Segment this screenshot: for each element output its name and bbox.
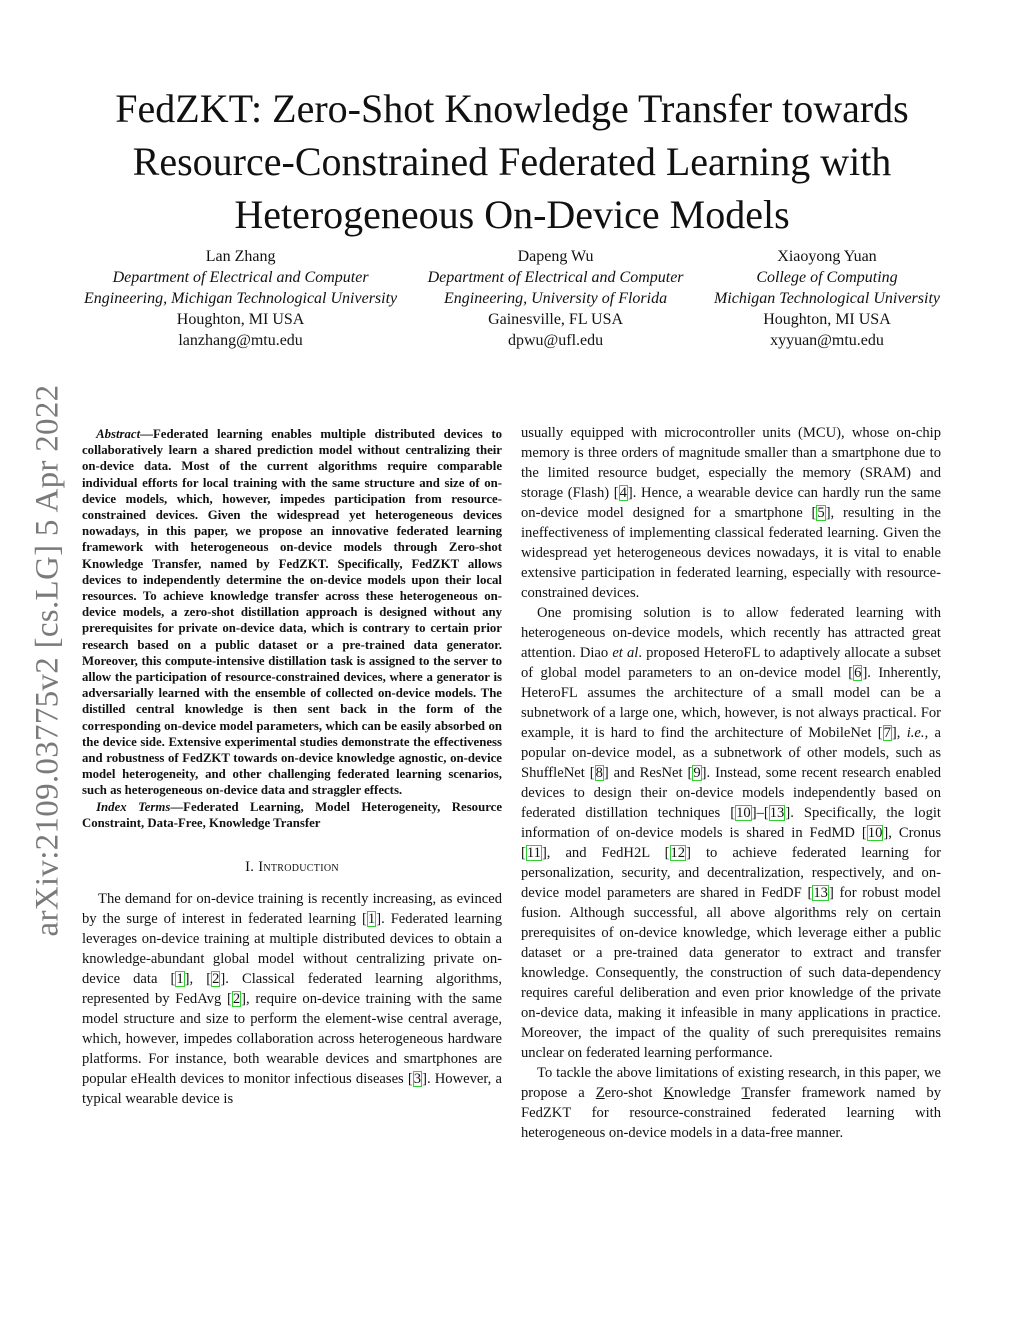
text-run: ]. Inherently, HeteroFL assumes the architecture of a small model can be a subnetwork of a large one, which, however, is not always practical. For example, it is hard to find the architecture of MobileNet [ — [521, 665, 941, 741]
title-line-1: FedZKT: Zero-Shot Knowledge Transfer towards — [115, 86, 909, 131]
author-department: Department of Electrical and Computer — [112, 269, 369, 286]
author-2 — [428, 246, 684, 351]
body-paragraph — [521, 423, 941, 603]
author-affiliation: Michigan Technological University — [713, 290, 940, 307]
author-location: Houghton, MI USA — [176, 311, 305, 328]
citation-link[interactable]: 5 — [817, 505, 825, 521]
text-run: , a popular on-device model, as a subnetwork of other models, such as ShuffleNet [ — [521, 725, 941, 781]
citation-link[interactable]: 6 — [854, 665, 862, 681]
author-email: lanzhang@mtu.edu — [178, 332, 303, 349]
citation-link[interactable]: 13 — [769, 805, 785, 821]
paper-title — [80, 82, 944, 241]
text-run: usually equipped with microcontroller units (MCU), whose on-chip memory is three orders of magnitude smaller than a smartphone due to the limited resource budget, especially the memory (SRAM) and storage (Flash) [ — [521, 425, 941, 501]
underlined-letter: Z — [595, 1085, 605, 1101]
title-line-3: Heterogeneous On-Device Models — [234, 192, 790, 237]
left-column — [82, 426, 502, 1109]
citation-link[interactable]: 2 — [212, 971, 220, 988]
text-run: ]. Instead, some recent research enabled devices to design their on-device models independently based on federated distillation techniques [ — [521, 765, 941, 821]
intro-paragraph — [82, 889, 502, 1109]
citation-link[interactable]: 10 — [867, 825, 883, 841]
text-run: ] for robust model fusion. Although successful, all above algorithms rely on certain prerequisites of on-device knowledge, which leverage either a public dataset or a pre-trained data generator to extract and transfer knowledge. Consequently, the construction of such data-dependency requires careful deliberation and even prior knowledge of the private on-device data, making it infeasible in many applications in practice. Moreover, the impact of the quality of such prerequisites remains unclear on federated learning performance. — [521, 885, 941, 1061]
author-location: Gainesville, FL USA — [488, 311, 624, 328]
author-department: Department of Electrical and Computer — [427, 269, 684, 286]
text-run: ], — [891, 725, 907, 741]
author-email: xyyuan@mtu.edu — [770, 332, 884, 349]
author-affiliation: Engineering, University of Florida — [444, 290, 668, 307]
text-run: ]. Classical federated learning algorithms, represented by FedAvg [ — [82, 971, 502, 1008]
citation-link[interactable]: 2 — [232, 991, 241, 1008]
author-location: Houghton, MI USA — [763, 311, 891, 328]
section-number: I. — [245, 859, 259, 876]
index-terms-text: —Federated Learning, Model Heterogeneity, Resource Constraint, Data-Free, Knowledge Transfer — [82, 799, 503, 830]
text-run: The demand for on-device training is recently increasing, as evinced by the surge of interest in federated learning [ — [82, 891, 502, 928]
text-run: . proposed HeteroFL to adaptively allocate a subset of global model parameters to an on-device model [ — [521, 645, 941, 681]
author-name: Lan Zhang — [205, 248, 276, 265]
author-name: Xiaoyong Yuan — [777, 248, 877, 265]
citation-link[interactable]: 10 — [736, 805, 751, 821]
text-run: ]. Specifically, the logit information of on-device models is shared in FedMD [ — [521, 805, 941, 841]
text-run: ]–[ — [751, 805, 769, 821]
author-3 — [714, 246, 940, 351]
author-1 — [84, 246, 397, 351]
citation-link[interactable]: 12 — [670, 845, 686, 861]
citation-link[interactable]: 4 — [619, 485, 627, 501]
body-paragraph — [521, 1063, 941, 1143]
citation-link[interactable]: 1 — [176, 971, 184, 988]
arxiv-identifier: arXiv:2109.03775v2 [cs.LG] 5 Apr 2022 — [29, 384, 66, 936]
text-run: One promising solution is to allow federated learning with heterogeneous on-device models, which recently has attracted great attention. Diao — [521, 605, 941, 661]
citation-link[interactable]: 9 — [693, 765, 701, 781]
author-email: dpwu@ufl.edu — [507, 332, 604, 349]
index-terms-label: Index Terms — [96, 799, 171, 814]
text-run: ero-shot — [604, 1085, 664, 1101]
underlined-letter: T — [741, 1085, 750, 1101]
section-title: Introduction — [258, 859, 339, 876]
underlined-letter: K — [663, 1085, 675, 1101]
text-run: ], and FedH2L [ — [541, 845, 670, 861]
arxiv-sidebar — [28, 360, 68, 960]
italic-run: i.e. — [906, 725, 925, 741]
text-run: To tackle the above limitations of existing research, in this paper, we propose a — [521, 1065, 941, 1101]
text-run: ]. However, a typical wearable device is — [82, 1071, 502, 1108]
italic-run: et al — [612, 645, 639, 661]
citation-link[interactable]: 3 — [413, 1071, 422, 1088]
title-line-2: Resource-Constrained Federated Learning with — [132, 139, 892, 184]
citation-link[interactable]: 7 — [883, 725, 891, 741]
text-run: ransfer framework named by FedZKT for resource-constrained federated learning with heterogeneous on-device models in a data-free manner. — [521, 1085, 942, 1141]
citation-link[interactable]: 11 — [526, 845, 541, 861]
body-paragraph — [521, 603, 941, 1063]
text-run: ]. Hence, a wearable device can hardly run the same on-device model designed for a smartphone [ — [521, 485, 941, 521]
abstract — [82, 426, 502, 799]
text-run: ], [ — [184, 971, 212, 988]
text-run: ], Cronus [ — [521, 825, 941, 861]
text-run: ] and ResNet [ — [603, 765, 693, 781]
text-run: ], require on-device training with the same model structure and size to perform the element-wise central average, which, however, impedes collaboration across heterogeneous hardware platforms. For instance, both wearable devices and smartphones are popular eHealth devices to monitor infectious diseases [ — [82, 991, 502, 1088]
text-run: ] to achieve federated learning for personalization, security, and decentralization, respectively, and on-device model parameters are shared in FedDF [ — [521, 845, 942, 901]
text-run: ]. Federated learning leverages on-device training at multiple distributed devices to obtain a knowledge-abundant global model without centralizing private on-device data [ — [82, 911, 503, 988]
citation-link[interactable]: 8 — [595, 765, 603, 781]
author-department: College of Computing — [756, 269, 898, 286]
index-terms — [82, 799, 502, 831]
abstract-text: —Federated learning enables multiple distributed devices to collaboratively learn a shared prediction model without centralizing their on-device data. Most of the current algorithms require comparable individual efforts for local training with the same structure and size of on-device models, which, however, impedes participation from resource-constrained devices. Given the widespread yet heterogeneous devices nowadays, in this paper, we propose an innovative federated learning framework with heterogeneous on-device models through Zero-shot Knowledge Transfer, named by FedZKT. Specifically, FedZKT allows devices to independently determine the on-device models upon their local resources. To achieve knowledge transfer across these heterogeneous on-device models, a zero-shot distillation approach is designed without any prerequisites for private on-device data, which is contrary to certain prior research based on a public dataset or a pre-trained data generator. Moreover, this compute-intensive distillation task is assigned to the server to allow the participation of resource-constrained devices, where a generator is adversarially learned with the ensemble of collected on-device models. The distilled central knowledge is then sent back in the form of the corresponding on-device model parameters, which can be easily absorbed on the device side. Extensive experimental studies demonstrate the effectiveness and robustness of FedZKT towards on-device knowledge agnostic, on-device model heterogeneity, and other challenging federated learning scenarios, such as heterogeneous on-device data and straggler effects. — [82, 427, 502, 798]
text-run: ], resulting in the ineffectiveness of implementing classical federated learning. Given the widespread yet heterogeneous devices nowadays, it is vital to enable extensive participation in federated learning, especially with resource-constrained devices. — [521, 505, 941, 601]
abstract-label: Abstract — [96, 427, 141, 441]
author-affiliation: Engineering, Michigan Technological University — [84, 290, 398, 307]
citation-link[interactable]: 1 — [367, 911, 376, 928]
right-column — [521, 423, 941, 1143]
author-block — [84, 246, 940, 351]
section-heading — [82, 857, 502, 877]
citation-link[interactable]: 13 — [813, 885, 828, 901]
text-run: nowledge — [674, 1085, 742, 1101]
author-name: Dapeng Wu — [517, 248, 594, 265]
